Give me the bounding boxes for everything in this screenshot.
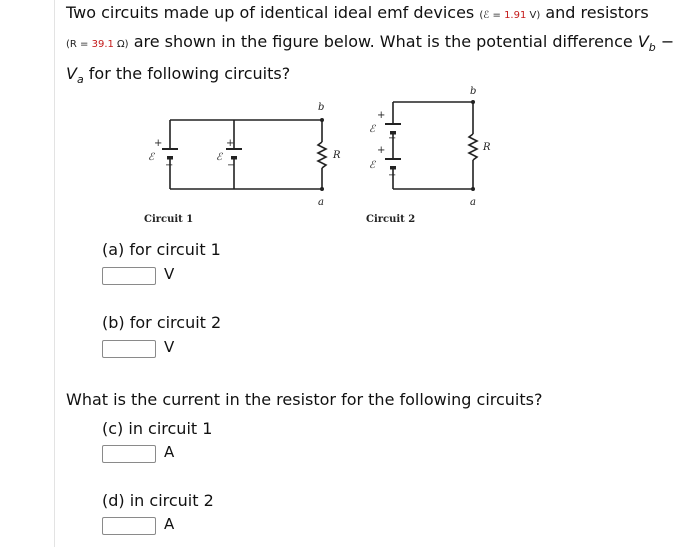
- c1-label-r: R: [333, 150, 341, 161]
- and-resistors: and resistors: [545, 3, 649, 22]
- c1-bat2-minus: −: [227, 160, 236, 171]
- c1-label-a: a: [318, 197, 324, 208]
- intro-end: for the following circuits?: [88, 64, 291, 84]
- part-d-label: (d) in circuit 2: [102, 491, 214, 510]
- part-b-label: (b) for circuit 2: [102, 313, 222, 332]
- c2-bat1-emf: ℰ: [369, 124, 376, 135]
- part-d-unit: A: [164, 515, 175, 533]
- intro-mid: are shown in the figure below. What is the potential difference: [133, 32, 633, 51]
- part-b-unit: V: [164, 338, 175, 356]
- c1-bat1-emf: ℰ: [148, 152, 155, 163]
- part-c-answer-input[interactable]: [102, 445, 156, 463]
- va-symbol: $V_a$: [66, 64, 84, 87]
- left-divider: [54, 0, 55, 547]
- c2-label-a: a: [470, 197, 476, 208]
- intro-start: Two circuits made up of identical ideal emf devices: [66, 3, 475, 22]
- c1-bat1-minus: −: [165, 160, 174, 171]
- part-c-unit: A: [164, 443, 175, 461]
- question-text: Two circuits made up of identical ideal emf devices (ℰ = 1.91 V) and resistors (R = 39.1 Ω) are shown in the figure below. What is the potential difference $V_b$ − $V_a$ for the following circuits?: [66, 3, 675, 87]
- part-b-answer-input[interactable]: [102, 340, 156, 358]
- resistance-value-label: (R = 39.1 Ω): [66, 39, 129, 50]
- c2-label-r: R: [483, 142, 491, 153]
- part-c-label: (c) in circuit 1: [102, 419, 213, 438]
- part-a-answer-input[interactable]: [102, 267, 156, 285]
- c2-bat1-plus: +: [377, 110, 386, 121]
- c2-bat2-minus: −: [388, 170, 397, 181]
- circuit1-caption: Circuit 1: [144, 214, 194, 225]
- c2-bat2-plus: +: [377, 145, 386, 156]
- c2-bat2-emf: ℰ: [369, 160, 376, 171]
- part-a-unit: V: [164, 265, 175, 283]
- circuit2-caption: Circuit 2: [366, 214, 416, 225]
- c2-label-b: b: [470, 86, 477, 97]
- c2-bat1-minus: −: [388, 133, 397, 144]
- resistance-value: 39.1: [91, 39, 114, 50]
- question2-text: What is the current in the resistor for the following circuits?: [66, 390, 543, 409]
- part-d-answer-input[interactable]: [102, 517, 156, 535]
- vb-symbol: $V_b$: [637, 32, 656, 55]
- emf-value-label: (ℰ = 1.91 V): [479, 10, 541, 21]
- c1-bat2-emf: ℰ: [216, 152, 223, 163]
- part-a-label: (a) for circuit 1: [102, 240, 221, 259]
- c1-label-b: b: [318, 102, 325, 113]
- c1-bat1-plus: +: [154, 138, 163, 149]
- emf-value: 1.91: [504, 10, 527, 21]
- c1-bat2-plus: +: [226, 138, 235, 149]
- circuit-figure: [130, 82, 510, 232]
